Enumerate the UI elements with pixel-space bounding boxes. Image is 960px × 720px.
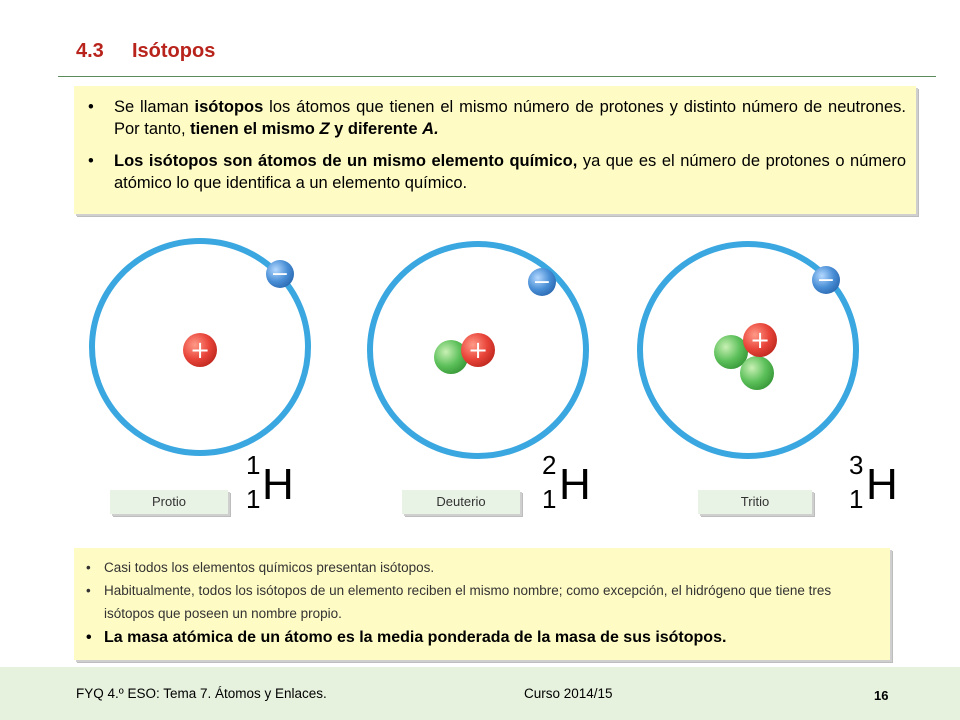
bullet-dot: • — [86, 629, 92, 646]
proton-sign: + — [749, 326, 771, 354]
element-symbol: H — [559, 460, 591, 509]
footer-course-title: FYQ 4.º ESO: Tema 7. Átomos y Enlaces. — [76, 686, 327, 701]
atom-protio — [92, 241, 308, 453]
electron-sign: − — [270, 262, 290, 287]
bullet-dot: • — [88, 98, 94, 116]
label-protio: Protio — [110, 490, 228, 514]
electron-sign: − — [816, 268, 836, 293]
element-symbol: H — [262, 460, 294, 509]
electron-sign: − — [532, 270, 552, 295]
atom-deuterio — [370, 244, 586, 456]
page-number: 16 — [874, 688, 889, 703]
proton-sign: + — [467, 336, 489, 364]
mass-number: 3 — [849, 450, 864, 480]
atom-tritio — [640, 244, 856, 456]
text: Casi todos los elementos químicos presentan isótopos. — [104, 560, 435, 575]
summary-bullet-2 — [86, 579, 880, 625]
section-title: Isótopos — [132, 40, 216, 62]
emphasis: Los isótopos son átomos de un mismo elemento químico, — [114, 152, 578, 170]
label-deuterio: Deuterio — [402, 490, 520, 514]
summary-note — [74, 548, 890, 660]
text: La masa atómica de un átomo es la media ponderada de la masa de sus isótopos. — [104, 629, 727, 646]
atomic-number: 1 — [849, 484, 864, 514]
symbol-a: A. — [422, 120, 439, 138]
summary-bullet-3 — [86, 625, 880, 651]
bullet-dot: • — [86, 560, 91, 575]
emphasis: y diferente — [329, 120, 423, 138]
text: Se llaman — [114, 98, 195, 116]
bullet-dot: • — [88, 152, 94, 170]
symbol-z: Z — [319, 120, 330, 138]
footer-school-year: Curso 2014/15 — [524, 686, 613, 701]
section-number: 4.3 — [76, 40, 104, 62]
emphasis: tienen el mismo — [190, 120, 320, 138]
atomic-number: 1 — [246, 484, 261, 514]
text: Habitualmente, todos los isótopos de un elemento reciben el mismo nombre; como excepción, el hidrógeno que tiene tres isótopos que poseen un nombre propio. — [104, 583, 832, 621]
term-isotopos: isótopos — [194, 98, 264, 116]
neutron-particle — [740, 356, 774, 390]
summary-bullet-1 — [86, 556, 880, 579]
mass-number: 1 — [246, 450, 261, 480]
bullet-dot: • — [86, 583, 91, 598]
atomic-number: 1 — [542, 484, 557, 514]
label-tritio: Tritio — [698, 490, 812, 514]
text: los átomos que tienen el mismo número de protones y distinto número de neutrones. Por tanto, — [114, 98, 906, 138]
element-symbol: H — [866, 460, 898, 509]
text: ya que es el número de protones o número atómico lo que identifica a un elemento químico. — [114, 152, 906, 192]
mass-number: 2 — [542, 450, 557, 480]
proton-sign: + — [189, 336, 211, 364]
